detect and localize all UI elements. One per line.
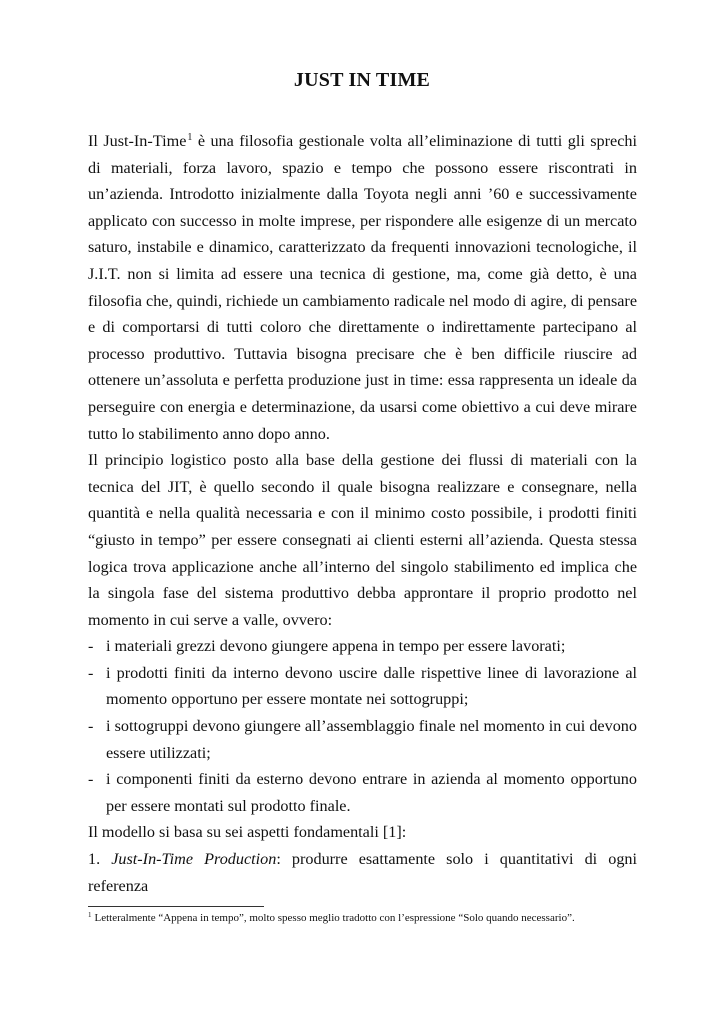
list-item-text: i componenti finiti da esterno devono entrare in azienda al momento opportuno per essere montati sul prodotto finale. <box>106 770 637 815</box>
list-item <box>88 660 637 713</box>
list-item-text: i prodotti finiti da interno devono uscire dalle rispettive linee di lavorazione al momento opportuno per essere montate nei sottogruppi; <box>106 663 637 709</box>
model-paragraph: Il modello si basa su sei aspetti fondamentali [1]: <box>88 823 407 842</box>
list-dash: - <box>88 770 94 789</box>
principle-paragraph: Il principio logistico posto alla base della gestione dei flussi di materiali con la tecnica del JIT, è quello secondo il quale bisogna realizzare e consegnare, nella quantità e nella qualità necessaria e con il minimo costo possibile, i prodotti finiti “giusto in tempo” per essere consegnati ai clienti esterni all’azienda. Questa stessa logica trova applicazione anche all’interno del singolo stabilimento ed implica che la singola fase del sistema produttivo debba approntare il proprio prodotto nel momento in cui serve a valle, ovvero: <box>88 451 637 629</box>
numbered-item-number: 1. <box>88 850 101 869</box>
footnote-text: Letteralmente “Appena in tempo”, molto spesso meglio tradotto con l’espressione “Solo quando necessario”. <box>94 912 575 924</box>
footnote-separator <box>88 906 264 907</box>
list-item <box>88 633 637 660</box>
list-dash: - <box>88 717 94 736</box>
numbered-item-term: Just-In-Time Production <box>111 850 277 869</box>
intro-lead: Il Just-In-Time <box>88 132 187 150</box>
intro-paragraph <box>88 128 637 447</box>
intro-text: è una filosofia gestionale volta all’eliminazione di tutti gli sprechi di materiali, forza lavoro, spazio e tempo che possono essere riscontrati in un’azienda. Introdotto inizialmente dalla Toyota negli anni ’60 e successivamente applicato con successo in molte imprese, per rispondere alle esigenze di un mercato saturo, instabile e dinamico, caratterizzato da frequenti innovazioni tecnologiche, il J.I.T. non si limita ad essere una tecnica di gestione, ma, come già detto, è una filosofia che, quindi, richiede un cambiamento radicale nel modo di agire, di pensare e di comportarsi di tutti coloro che direttamente o indirettamente partecipano al processo produttivo. Tuttavia bisogna precisare che è ben difficile riuscire ad ottenere un’assoluta e perfetta produzione just in time: essa rappresenta un ideale da perseguire con energia e determinazione, da usarsi come obiettivo a cui deve mirare tutto lo stabilimento anno dopo anno. <box>88 132 637 443</box>
body-text <box>88 128 637 899</box>
footnote <box>88 911 648 925</box>
footnote-marker: 1 <box>88 911 92 919</box>
list-dash: - <box>88 637 94 656</box>
numbered-item <box>88 846 637 899</box>
list-item-text: i sottogruppi devono giungere all’assemblaggio finale nel momento in cui devono essere utilizzati; <box>106 717 637 762</box>
numbered-item-text: : produrre esattamente solo i quantitativi di ogni referenza <box>88 850 638 895</box>
page-title: JUST IN TIME <box>293 69 431 91</box>
list-item <box>88 766 637 819</box>
list-item <box>88 713 637 766</box>
footnote-reference[interactable]: 1 <box>187 132 193 143</box>
list-item-text: i materiali grezzi devono giungere appena in tempo per essere lavorati; <box>106 637 566 656</box>
list-dash: - <box>88 663 94 682</box>
